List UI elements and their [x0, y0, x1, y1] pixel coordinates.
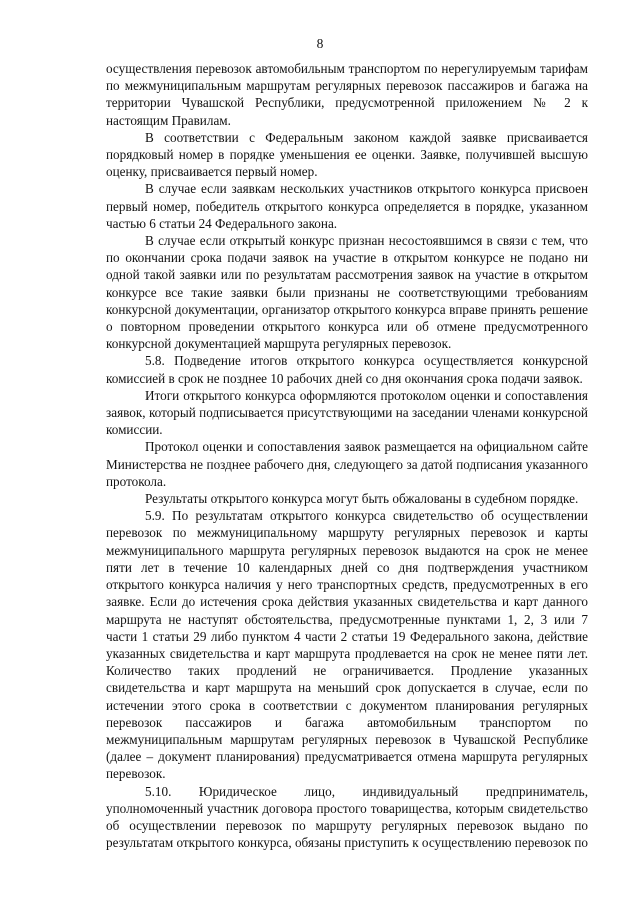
document-body: [106, 60, 588, 851]
paragraph-5-8: 5.8. Подведение итогов открытого конкурса осуществляется конкурсной комиссией в срок не позднее 10 рабочих дней со дня окончания срока подачи заявок.: [106, 353, 588, 386]
paragraph-5-10: 5.10. Юридическое лицо, индивидуальный предприниматель, уполномоченный участник договора простого товарищества, которым свидетельство об осуществлении перевозок по маршруту регулярных перевозок выдано по результатам открытого конкурса, обязаны приступить к осуществлению перевозок по: [106, 783, 588, 851]
paragraph-5-9: 5.9. По результатам открытого конкурса свидетельство об осуществлении перевозок по межмуниципальному маршруту регулярных перевозок и карты межмуниципального маршрута регулярных перевозок выдаются на срок не менее пяти лет в течение 10 календарных дней со дня подтверждения участником открытого конкурса наличия у него транспортных средств, предусмотренных в его заявке. Если до истечения срока действия указанных свидетельства и карт данного маршрута не наступят обстоятельства, предусмотренные пунктами 1, 2, 3 или 7 части 1 статьи 29 либо пунктом 4 части 2 статьи 19 Федерального закона, действие указанных свидетельства и карт маршрута продлевается на срок не менее пяти лет. Количество таких продлений не ограничивается. Продление указанных свидетельства и карт маршрута на меньший срок допускается в случае, если по истечении этого срока в соответствии с документом планирования регулярных перевозок пассажиров и багажа автомобильным транспортом по межмуниципальным маршрутам регулярных перевозок в Чувашской Республике (далее – документ планирования) предусматривается отмена маршрута регулярных перевозок.: [106, 508, 588, 782]
paragraph-continuation: осуществления перевозок автомобильным транспортом по нерегулируемым тарифам по межмуниципальным маршрутам регулярных перевозок пассажиров и багажа на территории Чувашской Республики, предусмотренной приложением № 2 к настоящим Правилам.: [106, 61, 588, 128]
paragraph-tie-first-number: В случае если заявкам нескольких участников открытого конкурса присвоен первый номер, победитель открытого конкурса определяется в порядке, указанном частью 6 статьи 24 Федерального закона.: [106, 181, 588, 231]
paragraph-results-protocol: Итоги открытого конкурса оформляются протоколом оценки и сопоставления заявок, который подписывается присутствующими на заседании членами конкурсной комиссии.: [106, 387, 588, 438]
page-number: 8: [316, 36, 324, 51]
paragraph-protocol-publication: Протокол оценки и сопоставления заявок размещается на официальном сайте Министерства не позднее рабочего дня, следующего за датой подписания указанного протокола.: [106, 439, 588, 489]
paragraph-contest-failed: В случае если открытый конкурс признан несостоявшимся в связи с тем, что по окончании срока подачи заявок на участие в открытом конкурсе не подано ни одной такой заявки или по результатам рассмотрения заявок на участие в открытом конкурсе все такие заявки были признаны не соответствующими требованиям конкурсной документации, организатор открытого конкурса вправе принять решение о повторном проведении открытого конкурса или об отмене предусмотренного конкурсной документацией маршрута регулярных перевозок.: [106, 233, 588, 352]
paragraph-numbering-of-bids: В соответствии с Федеральным законом каждой заявке присваивается порядковый номер в порядке уменьшения ее оценки. Заявке, получившей высшую оценку, присваивается первый номер.: [106, 129, 588, 180]
paragraph-appeal: Результаты открытого конкурса могут быть обжалованы в судебном порядке.: [145, 491, 579, 507]
